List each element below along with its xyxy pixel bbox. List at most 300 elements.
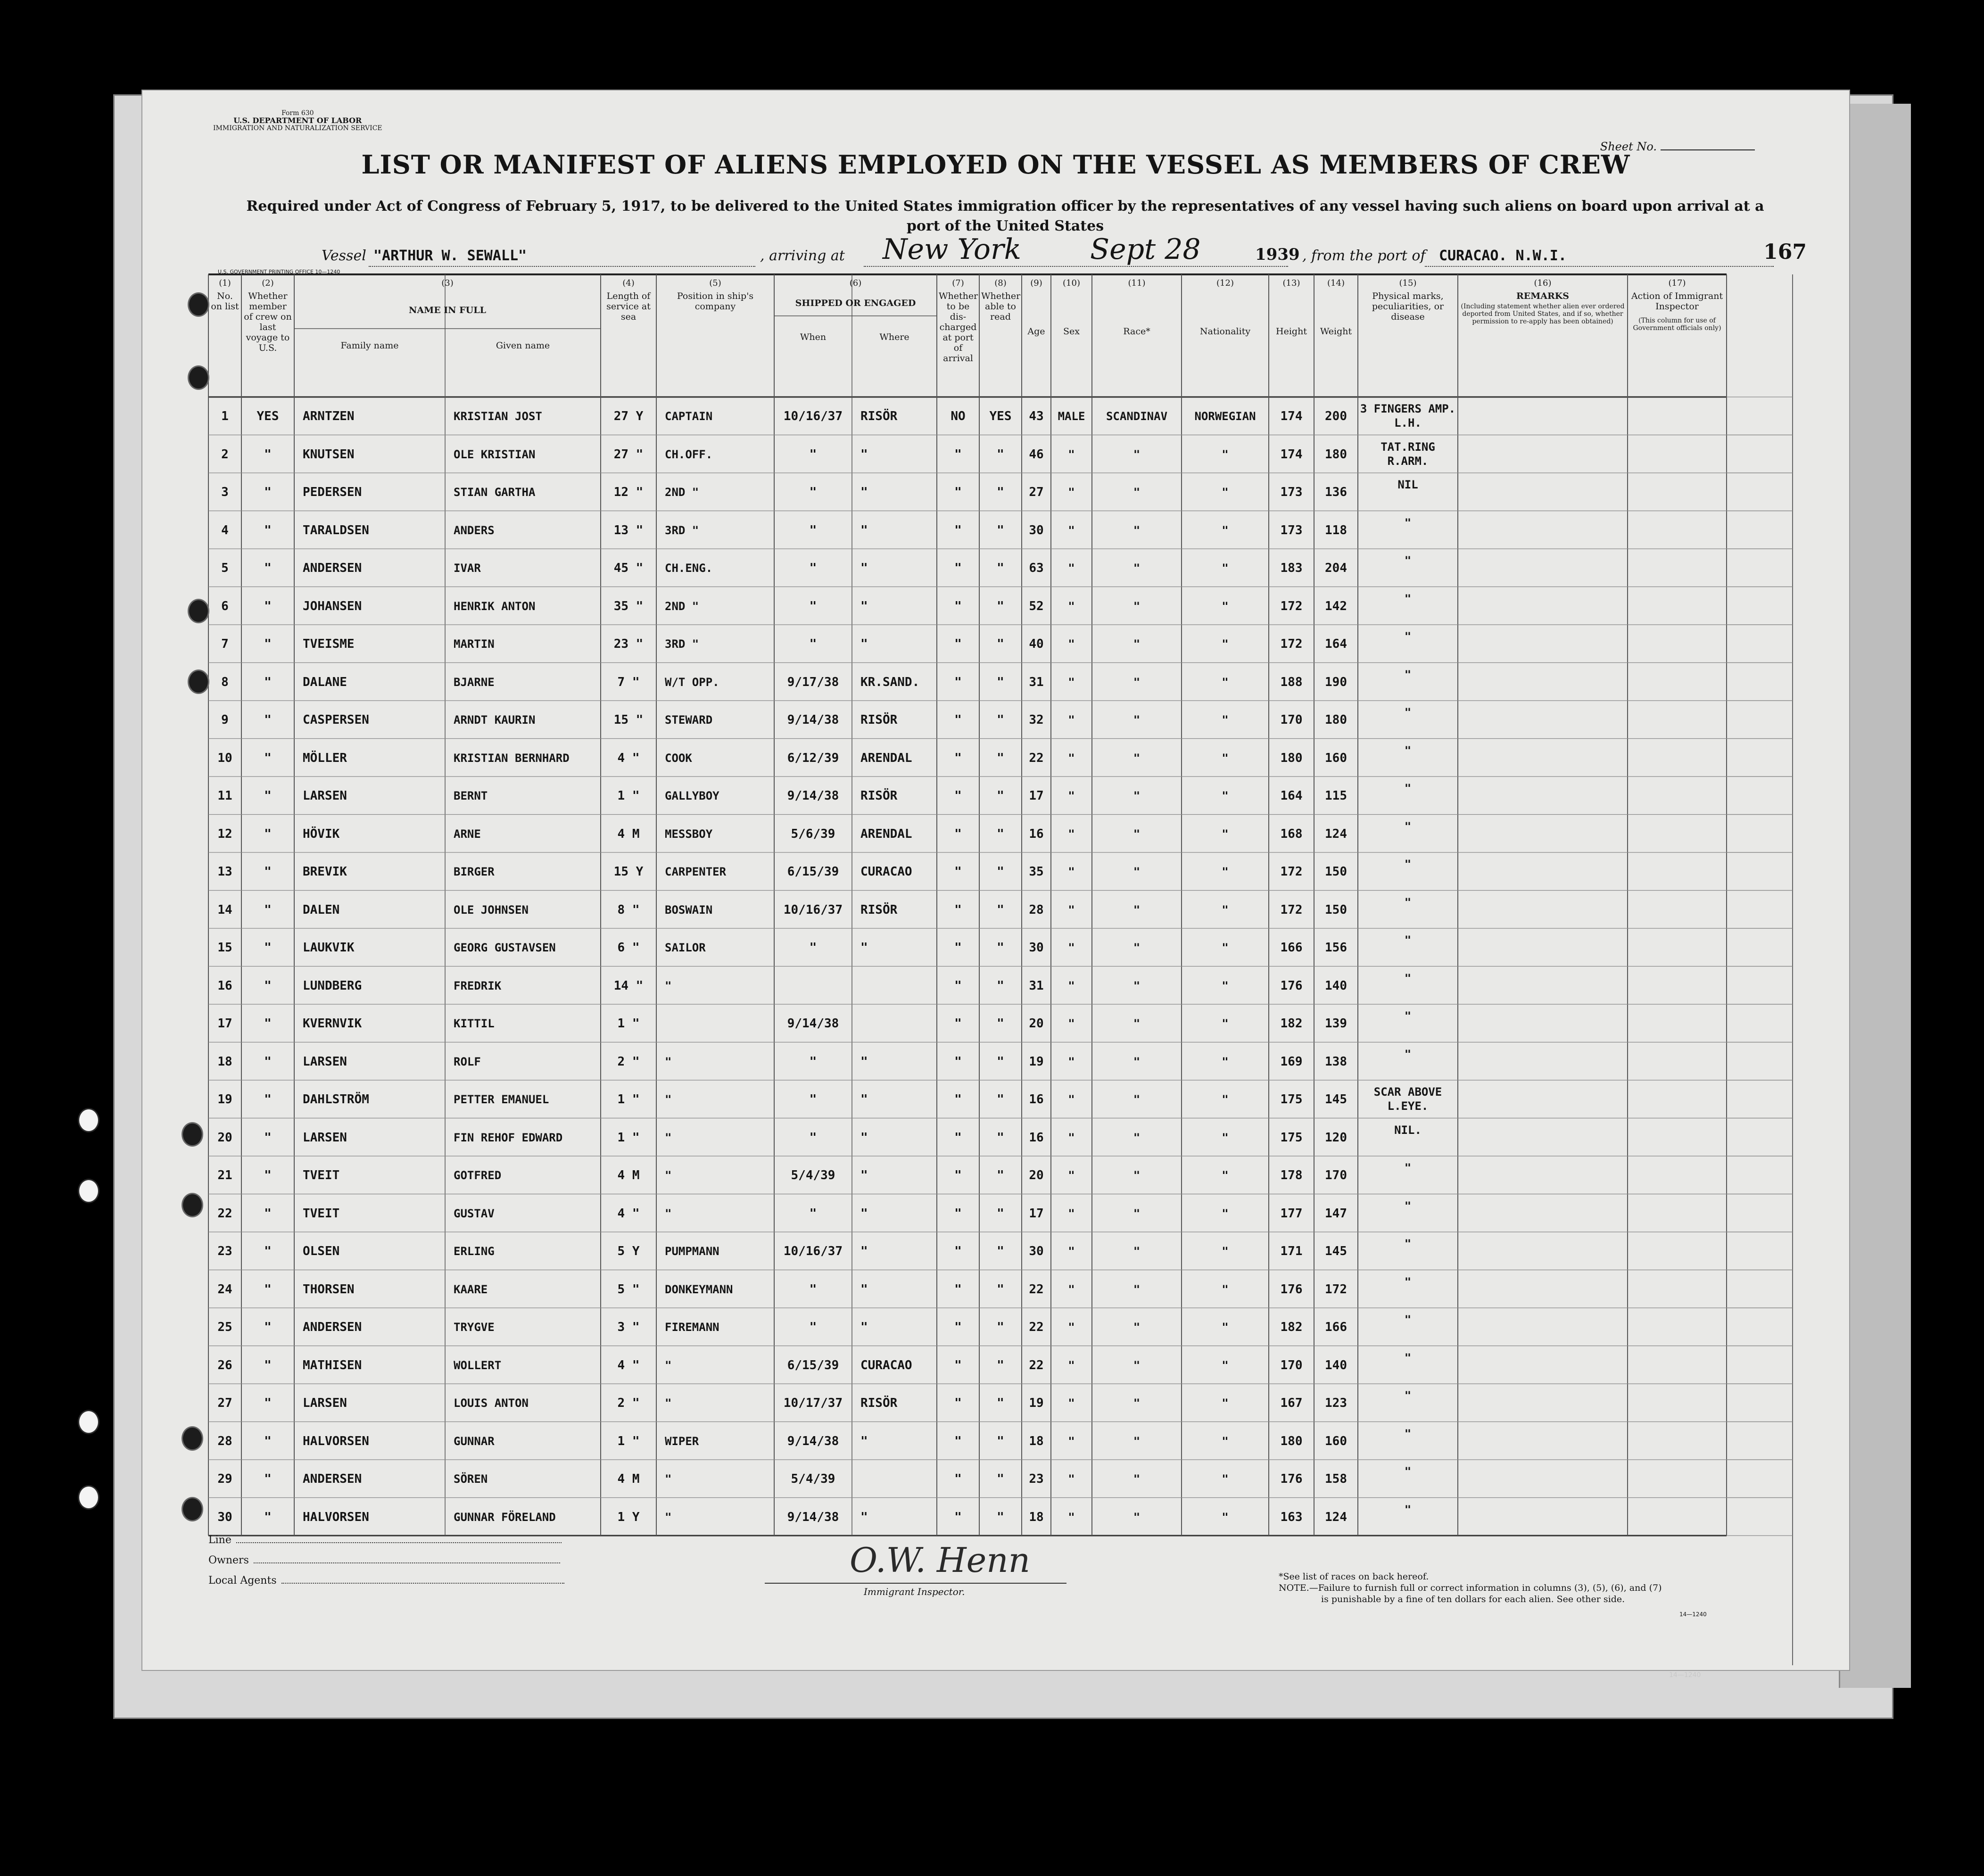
cell-last: YES	[256, 409, 279, 424]
cell-position: GALLYBOY	[665, 789, 719, 803]
cell-sex: "	[1068, 903, 1075, 917]
cell-read: "	[997, 751, 1004, 765]
cell-marks: "	[1404, 1047, 1412, 1061]
cell-family: CASPERSEN	[303, 713, 369, 727]
cell-service: 3 "	[617, 1320, 640, 1335]
cell-age: 31	[1029, 978, 1044, 993]
cell-where: "	[860, 1168, 868, 1183]
cell-last: "	[264, 1472, 272, 1487]
cell-service: 1 "	[617, 1130, 640, 1145]
cell-where: RISÖR	[860, 789, 898, 803]
cell-nat: "	[1222, 675, 1229, 689]
cell-position: 3RD "	[665, 637, 699, 651]
cell-position: "	[665, 1131, 672, 1144]
cell-last: "	[264, 599, 272, 613]
cell-family: THORSEN	[303, 1282, 355, 1297]
cell-nat: "	[1222, 1434, 1229, 1448]
vessel-label: Vessel	[322, 248, 366, 264]
cell-last: "	[264, 1206, 272, 1221]
cell-read: "	[997, 561, 1004, 576]
cell-where: "	[860, 1054, 868, 1069]
binder-hole	[78, 1179, 99, 1203]
cell-read: "	[997, 941, 1004, 955]
cell-read: "	[997, 789, 1004, 803]
cell-weight: 150	[1325, 902, 1347, 917]
cell-service: 1 "	[617, 1092, 640, 1107]
cell-disch: "	[954, 675, 962, 689]
cell-marks: "	[1404, 592, 1412, 605]
cell-height: 175	[1280, 1092, 1303, 1107]
cell-given: SÖREN	[454, 1472, 488, 1486]
cell-service: 27 "	[613, 447, 644, 462]
cell-height: 172	[1280, 599, 1303, 613]
cell-no: 30	[217, 1510, 232, 1524]
cell-weight: 136	[1325, 485, 1347, 500]
cell-where: ARENDAL	[860, 826, 912, 841]
cell-nat: "	[1222, 1169, 1229, 1182]
cell-no: 22	[217, 1206, 232, 1221]
cell-marks: TAT.RING R.ARM.	[1381, 440, 1435, 468]
cell-service: 13 "	[613, 523, 644, 537]
cell-position: WIPER	[665, 1434, 699, 1448]
cell-age: 18	[1029, 1434, 1044, 1448]
cell-when: "	[809, 1206, 817, 1221]
cell-read: "	[997, 1206, 1004, 1221]
cell-disch: "	[954, 826, 962, 841]
cell-height: 163	[1280, 1510, 1303, 1524]
cell-weight: 160	[1325, 1434, 1347, 1448]
cell-sex: "	[1068, 713, 1075, 727]
cell-read: "	[997, 1434, 1004, 1448]
action-subheader: (This column for use of Government officials only)	[1633, 317, 1721, 332]
cell-sex: "	[1068, 675, 1075, 689]
cell-given: IVAR	[454, 562, 481, 575]
cell-no: 25	[217, 1320, 232, 1335]
cell-read: "	[997, 713, 1004, 727]
cell-nat: "	[1222, 789, 1229, 803]
cell-age: 19	[1029, 1396, 1044, 1411]
cell-last: "	[264, 1510, 272, 1524]
cell-service: 4 M	[617, 1168, 640, 1183]
cell-nat: "	[1222, 903, 1229, 917]
cell-where: "	[860, 1206, 868, 1221]
cell-race: SCANDINAV	[1106, 410, 1168, 423]
cell-service: 4 M	[617, 1472, 640, 1487]
cell-marks: "	[1404, 895, 1412, 909]
cell-given: GOTFRED	[454, 1169, 502, 1182]
column-label-c14: Weight	[1320, 326, 1352, 337]
cell-disch: "	[954, 941, 962, 955]
cell-position: CAPTAIN	[665, 410, 713, 423]
cell-service: 4 M	[617, 826, 640, 841]
cell-family: ANDERSEN	[303, 1320, 362, 1335]
cell-position: "	[665, 979, 672, 992]
cell-where: CURACAO	[860, 865, 912, 879]
cell-when: 10/16/37	[783, 902, 843, 917]
cell-nat: "	[1222, 979, 1229, 992]
cell-last: "	[264, 1017, 272, 1031]
cell-marks: "	[1404, 1427, 1412, 1440]
cell-family: JOHANSEN	[303, 599, 362, 613]
cell-family: LARSEN	[303, 1396, 347, 1411]
cell-last: "	[264, 637, 272, 652]
cell-disch: "	[954, 978, 962, 993]
cell-height: 168	[1280, 826, 1303, 841]
cell-service: 5 "	[617, 1282, 640, 1297]
cell-position: 2ND "	[665, 599, 699, 613]
cell-marks: "	[1404, 1275, 1412, 1289]
note-races: *See list of races on back hereof.	[1279, 1571, 1429, 1582]
cell-age: 27	[1029, 485, 1044, 500]
cell-last: "	[264, 713, 272, 727]
cell-last: "	[264, 751, 272, 765]
cell-marks: "	[1404, 516, 1412, 529]
cell-age: 30	[1029, 1244, 1044, 1259]
cell-height: 174	[1280, 447, 1303, 462]
column-label-c8: Whether able to read	[981, 291, 1021, 322]
cell-weight: 124	[1325, 826, 1347, 841]
cell-sex: "	[1068, 1207, 1075, 1220]
cell-race: "	[1133, 1282, 1141, 1296]
family-name-header: Family name	[340, 340, 399, 351]
column-number-c3: (3)	[441, 278, 454, 288]
cell-weight: 115	[1325, 789, 1347, 803]
cell-race: "	[1133, 979, 1141, 992]
cell-weight: 204	[1325, 561, 1347, 576]
cell-nat: "	[1222, 637, 1229, 651]
cell-no: 17	[217, 1017, 232, 1031]
cell-height: 173	[1280, 523, 1303, 537]
cell-disch: "	[954, 1054, 962, 1069]
cell-age: 30	[1029, 941, 1044, 955]
cell-read: "	[997, 447, 1004, 462]
cell-service: 6 "	[617, 941, 640, 955]
cell-when: 10/16/37	[783, 409, 843, 424]
cell-read: "	[997, 1168, 1004, 1183]
cell-nat: "	[1222, 1321, 1229, 1334]
cell-height: 182	[1280, 1320, 1303, 1335]
column-label-c9: Age	[1027, 326, 1045, 337]
cell-position: "	[665, 1397, 672, 1410]
cell-sex: "	[1068, 486, 1075, 499]
cell-position: "	[665, 1510, 672, 1524]
cell-height: 173	[1280, 485, 1303, 500]
cell-nat: "	[1222, 562, 1229, 575]
cell-marks: SCAR ABOVE L.EYE.	[1373, 1085, 1442, 1113]
cell-given: ERLING	[454, 1245, 495, 1258]
cell-age: 20	[1029, 1017, 1044, 1031]
cell-family: HALVORSEN	[303, 1434, 369, 1448]
cell-disch: "	[954, 1168, 962, 1183]
column-number-c13: (13)	[1282, 278, 1300, 288]
cell-sex: "	[1068, 562, 1075, 575]
cell-marks: "	[1404, 1351, 1412, 1364]
column-number-c15: (15)	[1399, 278, 1417, 288]
cell-race: "	[1133, 1245, 1141, 1258]
cell-nat: "	[1222, 1017, 1229, 1031]
cell-when: 6/15/39	[787, 1358, 839, 1372]
cell-marks: "	[1404, 858, 1412, 871]
vessel-name: "ARTHUR W. SEWALL"	[373, 248, 527, 264]
cell-age: 17	[1029, 1206, 1044, 1221]
cell-marks: "	[1404, 1503, 1412, 1516]
cell-position: COOK	[665, 751, 692, 765]
cell-position: CH.ENG.	[665, 562, 713, 575]
cell-where: "	[860, 1130, 868, 1145]
cell-race: "	[1133, 486, 1141, 499]
cell-marks: "	[1404, 706, 1412, 719]
cell-no: 1	[221, 409, 229, 424]
column-label-c16: REMARKS	[1516, 291, 1570, 301]
column-number-c11: (11)	[1128, 278, 1146, 288]
cell-weight: 145	[1325, 1092, 1347, 1107]
agents-label: Local Agents	[208, 1575, 277, 1587]
cell-where: "	[860, 1092, 868, 1107]
manifest-page	[141, 90, 1850, 1671]
column-number-c17: (17)	[1668, 278, 1686, 288]
binder-hole	[182, 1497, 203, 1521]
cell-height: 170	[1280, 713, 1303, 727]
cell-race: "	[1133, 1510, 1141, 1524]
cell-nat: "	[1222, 1055, 1229, 1068]
cell-nat: "	[1222, 865, 1229, 879]
cell-sex: "	[1068, 1397, 1075, 1410]
cell-sex: "	[1068, 1321, 1075, 1334]
cell-no: 21	[217, 1168, 232, 1183]
cell-family: TARALDSEN	[303, 523, 369, 537]
cell-nat: "	[1222, 713, 1229, 727]
cell-given: OLE JOHNSEN	[454, 903, 529, 917]
cell-marks: "	[1404, 744, 1412, 757]
cell-race: "	[1133, 1321, 1141, 1334]
cell-where: RISÖR	[860, 409, 898, 424]
cell-when: "	[809, 1054, 817, 1069]
cell-last: "	[264, 826, 272, 841]
cell-age: 28	[1029, 902, 1044, 917]
cell-where: CURACAO	[860, 1358, 912, 1372]
cell-disch: "	[954, 865, 962, 879]
cell-disch: "	[954, 1396, 962, 1411]
arrival-year: 1939	[1255, 245, 1300, 264]
column-label-c5: Position in ship's company	[677, 291, 754, 312]
cell-marks: "	[1404, 1009, 1412, 1023]
cell-position: "	[665, 1055, 672, 1068]
cell-read: "	[997, 1320, 1004, 1335]
cell-age: 40	[1029, 637, 1044, 652]
binder-hole	[78, 1485, 99, 1510]
arriving-label: , arriving at	[760, 248, 845, 264]
cell-service: 4 "	[617, 1358, 640, 1372]
cell-when: 10/17/37	[783, 1396, 843, 1411]
form-number: Form 630	[281, 109, 314, 117]
cell-given: BIRGER	[454, 865, 495, 879]
cell-given: FREDRIK	[454, 979, 502, 992]
cell-disch: "	[954, 523, 962, 537]
cell-family: MÖLLER	[303, 751, 347, 765]
cell-marks: "	[1404, 1237, 1412, 1250]
cell-service: 15 Y	[613, 865, 644, 879]
cell-marks: NIL.	[1394, 1123, 1422, 1137]
cell-weight: 180	[1325, 447, 1347, 462]
cell-read: "	[997, 1472, 1004, 1487]
cell-family: DALEN	[303, 902, 340, 917]
cell-race: "	[1133, 1169, 1141, 1182]
cell-disch: "	[954, 1358, 962, 1372]
cell-last: "	[264, 1168, 272, 1183]
cell-read: "	[997, 1054, 1004, 1069]
cell-family: ARNTZEN	[303, 409, 355, 424]
cell-sex: "	[1068, 1472, 1075, 1486]
agents-field	[208, 1575, 564, 1587]
cell-height: 172	[1280, 865, 1303, 879]
cell-family: ANDERSEN	[303, 1472, 362, 1487]
cell-race: "	[1133, 637, 1141, 651]
cell-no: 29	[217, 1472, 232, 1487]
cell-given: BJARNE	[454, 675, 495, 689]
cell-sex: "	[1068, 751, 1075, 765]
cell-where: RISÖR	[860, 713, 898, 727]
signature-line	[765, 1583, 1066, 1584]
cell-service: 4 "	[617, 751, 640, 765]
cell-nat: "	[1222, 1358, 1229, 1372]
cell-when: "	[809, 941, 817, 955]
cell-race: "	[1133, 1397, 1141, 1410]
cell-read: "	[997, 1396, 1004, 1411]
cell-weight: 166	[1325, 1320, 1347, 1335]
cell-read: "	[997, 865, 1004, 879]
cell-read: YES	[989, 409, 1012, 424]
cell-given: ARNE	[454, 827, 481, 841]
cell-disch: "	[954, 751, 962, 765]
cell-where: "	[860, 485, 868, 500]
cell-family: ANDERSEN	[303, 561, 362, 576]
from-port: CURACAO. N.W.I.	[1439, 248, 1567, 264]
column-label-c4: Length of service at sea	[606, 291, 651, 322]
cell-position: 3RD "	[665, 523, 699, 537]
owners-label: Owners	[208, 1554, 249, 1566]
cell-race: "	[1133, 827, 1141, 841]
cell-service: 35 "	[613, 599, 644, 613]
inspector-signature: O.W. Henn	[850, 1540, 1031, 1580]
cell-given: ROLF	[454, 1055, 481, 1068]
cell-nat: "	[1222, 1207, 1229, 1220]
cell-age: 19	[1029, 1054, 1044, 1069]
cell-no: 12	[217, 826, 232, 841]
cell-when: 5/6/39	[791, 826, 835, 841]
cell-last: "	[264, 675, 272, 689]
cell-disch: "	[954, 447, 962, 462]
cell-age: 31	[1029, 675, 1044, 689]
cell-when: "	[809, 1130, 817, 1145]
binder-hole	[182, 1426, 203, 1451]
cell-given: MARTIN	[454, 637, 495, 651]
cell-weight: 118	[1325, 523, 1347, 537]
column-number-c10: (10)	[1063, 278, 1080, 288]
cell-nat: "	[1222, 486, 1229, 499]
column-number-c7: (7)	[952, 278, 964, 288]
cell-service: 8 "	[617, 902, 640, 917]
cell-race: "	[1133, 1055, 1141, 1068]
cell-height: 166	[1280, 941, 1303, 955]
cell-weight: 124	[1325, 1510, 1347, 1524]
cell-given: LOUIS ANTON	[454, 1397, 529, 1410]
cell-given: GEORG GUSTAVSEN	[454, 941, 556, 955]
cell-race: "	[1133, 562, 1141, 575]
cell-when: "	[809, 599, 817, 613]
cell-height: 176	[1280, 1282, 1303, 1297]
cell-last: "	[264, 902, 272, 917]
cell-where: "	[860, 523, 868, 537]
cell-weight: 120	[1325, 1130, 1347, 1145]
cell-race: "	[1133, 523, 1141, 537]
cell-marks: "	[1404, 971, 1412, 985]
cell-position: CH.OFF.	[665, 447, 713, 461]
cell-age: 22	[1029, 1358, 1044, 1372]
cell-service: 2 "	[617, 1396, 640, 1411]
cell-age: 35	[1029, 865, 1044, 879]
cell-marks: "	[1404, 1161, 1412, 1174]
cell-given: STIAN GARTHA	[454, 486, 536, 499]
cell-family: TVEIT	[303, 1206, 340, 1221]
cell-last: "	[264, 1244, 272, 1259]
sheet-number-label: Sheet No.	[1600, 140, 1657, 153]
column-number-c9: (9)	[1030, 278, 1042, 288]
cell-disch: "	[954, 1130, 962, 1145]
owners-field	[208, 1554, 560, 1566]
cell-family: HÖVIK	[303, 826, 340, 841]
binder-hole	[182, 1193, 203, 1217]
cell-age: 63	[1029, 561, 1044, 576]
under-sheet-code: 14—1240	[1669, 1671, 1701, 1679]
cell-no: 9	[221, 713, 229, 727]
cell-no: 2	[221, 447, 229, 462]
cell-nat: "	[1222, 751, 1229, 765]
cell-sex: MALE	[1058, 410, 1085, 423]
cell-sex: "	[1068, 827, 1075, 841]
cell-where: "	[860, 941, 868, 955]
where-header: Where	[879, 332, 909, 342]
cell-where: "	[860, 561, 868, 576]
cell-no: 19	[217, 1092, 232, 1107]
cell-service: 5 Y	[617, 1244, 640, 1259]
cell-no: 27	[217, 1396, 232, 1411]
cell-read: "	[997, 1358, 1004, 1372]
cell-position: 2ND "	[665, 486, 699, 499]
cell-family: LARSEN	[303, 1054, 347, 1069]
cell-marks: "	[1404, 1389, 1412, 1402]
cell-marks: "	[1404, 1313, 1412, 1326]
cell-marks: "	[1404, 782, 1412, 795]
cell-service: 45 "	[613, 561, 644, 576]
cell-last: "	[264, 1092, 272, 1107]
cell-last: "	[264, 1358, 272, 1372]
column-label-c3: NAME IN FULL	[409, 305, 486, 315]
column-label-c17: Action of Immigrant Inspector	[1631, 291, 1723, 312]
cell-service: 1 Y	[617, 1510, 640, 1524]
cell-position: W/T OPP.	[665, 675, 719, 689]
cell-no: 8	[221, 675, 229, 689]
given-name-header: Given name	[496, 340, 550, 351]
cell-height: 170	[1280, 1358, 1303, 1372]
column-label-c13: Height	[1276, 326, 1307, 337]
cell-race: "	[1133, 675, 1141, 689]
cell-when: 10/16/37	[783, 1244, 843, 1259]
cell-family: OLSEN	[303, 1244, 340, 1259]
cell-no: 13	[217, 865, 232, 879]
cell-when: 9/14/38	[787, 1434, 839, 1448]
cell-no: 18	[217, 1054, 232, 1069]
cell-nat: "	[1222, 1397, 1229, 1410]
